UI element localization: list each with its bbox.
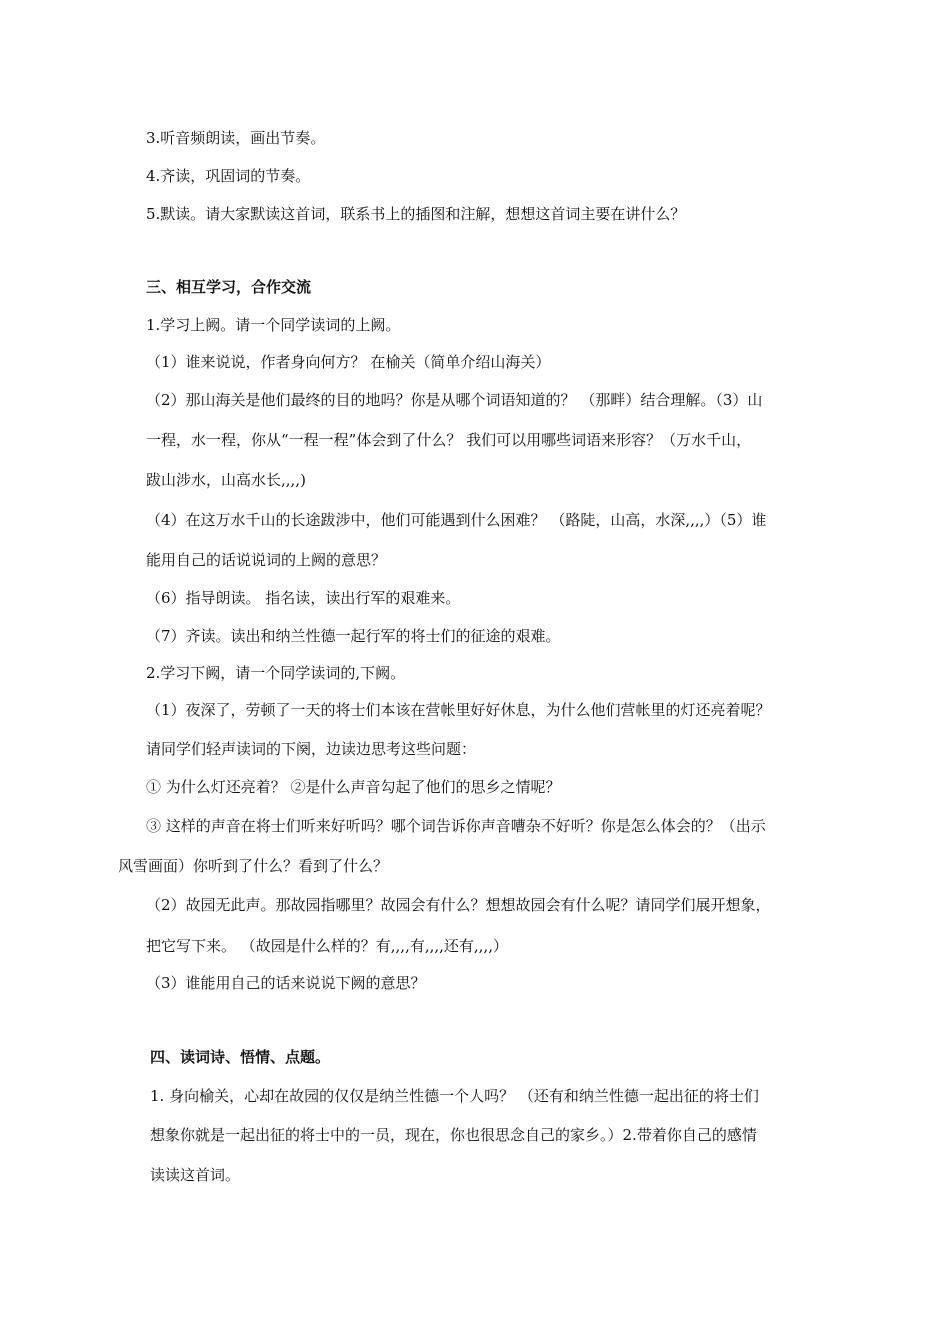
text-line: （2）故园无此声。那故园指哪里？故园会有什么？想想故园会有什么呢？请同学们展开想象， <box>146 896 771 914</box>
text-line: 能用自己的话说说词的上阙的意思？ <box>146 551 387 569</box>
text-line: 一程，水一程，你从“一程一程”体会到了什么？ 我们可以用哪些词语来形容？（万水千山， <box>146 431 752 449</box>
text-line: 跋山涉水，山高水长,,,,) <box>146 471 306 489</box>
text-line: （4）在这万水千山的长途跋涉中，他们可能遇到什么困难？ （路陡，山高，水深,,,,）（5）谁 <box>146 511 767 529</box>
text-line: （2）那山海关是他们最终的目的地吗？你是从哪个词语知道的？ （那畔）结合理解。（3）山 <box>146 391 763 409</box>
text-line: 4.齐读，巩固词的节奏。 <box>146 167 311 185</box>
text-line: 风雪画面）你听到了什么？看到了什么？ <box>118 857 389 875</box>
text-line: （6）指导朗读。 指名读，读出行军的艰难来。 <box>146 589 461 607</box>
text-line: （1）谁来说说，作者身向何方？ 在榆关（简单介绍山海关） <box>146 353 551 371</box>
text-line: 请同学们轻声读词的下阕，边读边思考这些问题： <box>146 740 477 758</box>
text-line: 想象你就是一起出征的将士中的一员，现在，你也很思念自己的家乡。）2.带着你自己的感情 <box>150 1126 757 1144</box>
text-line: 读读这首词。 <box>150 1166 241 1184</box>
text-line: 5.默读。请大家默读这首词，联系书上的插图和注解，想想这首词主要在讲什么？ <box>146 205 686 223</box>
text-line: 1.学习上阙。请一个同学读词的上阙。 <box>146 316 401 334</box>
text-line: 3.听音频朗读，画出节奏。 <box>146 129 326 147</box>
text-line: ③ 这样的声音在将士们听来好听吗？哪个词告诉你声音嘈杂不好听？你是怎么体会的？（出示 <box>146 817 766 835</box>
section-heading: 三、相互学习，合作交流 <box>146 278 312 296</box>
text-line: 2.学习下阙，请一个同学读词的,下阙。 <box>146 664 406 682</box>
text-line: ① 为什么灯还亮着？ ②是什么声音勾起了他们的思乡之情呢？ <box>146 778 561 796</box>
text-line: （7）齐读。读出和纳兰性德一起行军的将士们的征途的艰难。 <box>146 627 561 645</box>
section-heading: 四、读词诗、悟情、点题。 <box>150 1048 331 1066</box>
text-line: （1）夜深了，劳顿了一天的将士们本该在营帐里好好休息，为什么他们营帐里的灯还亮着呢？ <box>146 701 771 719</box>
text-line: 把它写下来。 （故园是什么样的？有,,,,有,,,,还有,,,,） <box>146 937 508 955</box>
text-line: （3）谁能用自己的话来说说下阙的意思？ <box>146 974 426 992</box>
text-line: 1. 身向榆关，心却在故园的仅仅是纳兰性德一个人吗？ （还有和纳兰性德一起出征的将士们 <box>150 1087 759 1105</box>
